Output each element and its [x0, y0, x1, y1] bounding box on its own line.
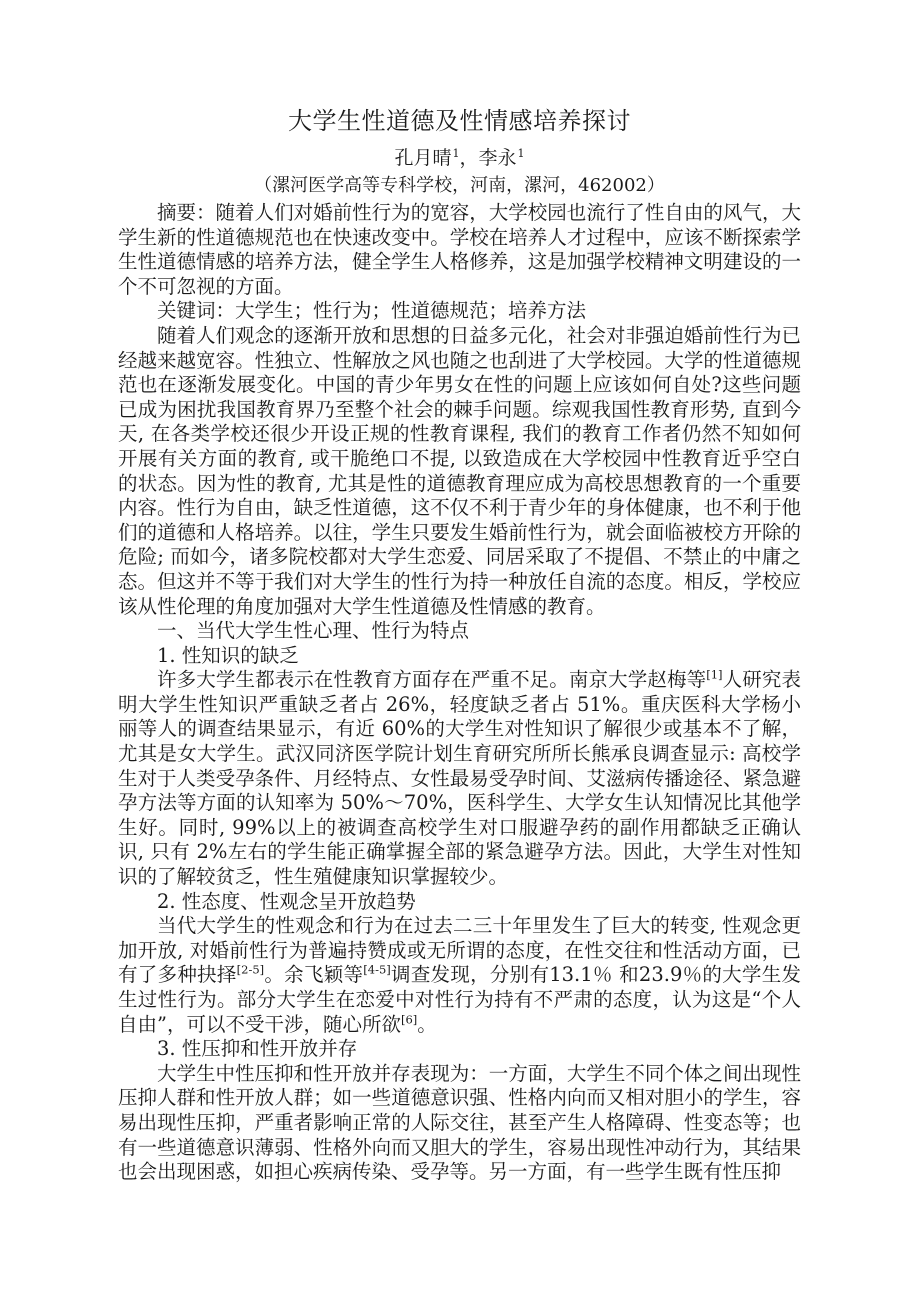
paragraph-text-part-a: 许多大学生都表示在性教育方面存在严重不足。南京大学赵梅等: [157, 668, 707, 692]
section-heading-1: 一、当代大学生性心理、性行为特点: [157, 619, 470, 643]
abstract-text: 随着人们对婚前性行为的宽容，大学校园也流行了性自由的风气，大学生新的性道德规范也在快速改变中。学校在培养人才过程中，应该不断探索学生性道德情感的培养方法，健全学生人格修养，这是加强学校精神文明建设的一个不可忽视的方面。: [118, 201, 801, 298]
paragraph-text-part-b: 。余飞颖等: [264, 963, 364, 987]
affiliation-line: （漯河医学高等专科学校，河南，漯河，462002）: [254, 175, 665, 196]
paragraph-text-part-a: 当代大学生的性观念和行为在过去二三十年里发生了巨大的转变, 性观念更加开放, 对婚前性行为普遍持赞成或无所谓的态度，在性交往和性活动方面，已有了多种抉择: [118, 914, 801, 987]
citation-ref-6: [6]: [400, 1012, 418, 1027]
subsection-heading-1-3: 3. 性压抑和性开放并存: [157, 1037, 358, 1061]
author-names: 孔月晴$^1$，李永$^1$: [394, 146, 525, 169]
page-title: 大学生性道德及性情感培养探讨: [288, 107, 631, 135]
paragraph-text-part-d: 。: [417, 1012, 437, 1036]
author-line: [118, 144, 801, 172]
abstract-label: 摘要：: [157, 201, 216, 224]
paragraph-text-part-c: 调查发现，分别有13.1％ 和23.9％的大学生发生过性行为。部分大学生在恋爱中对性行为持有不严肃的态度，认为这是“个人自由”，可以不受干涉，随心所欲: [118, 963, 801, 1036]
keywords-label: 关键词：: [157, 299, 236, 323]
paragraph-repression-openness: 大学生中性压抑和性开放并存表现为：一方面，大学生不同个体之间出现性压抑人群和性开放人群；如一些道德意识强、性格内向而又相对胆小的学生，容易出现性压抑，严重者影响正常的人际交往，甚至产生人格障碍、性变态等；也有一些道德意识薄弱、性格外向而又胆大的学生，容易出现性冲动行为，其结果也会出现困惑，如担心疾病传染、受孕等。另一方面，有一些学生既有性压抑: [118, 1061, 801, 1184]
abstract-paragraph: [118, 201, 801, 299]
paragraph-sex-knowledge: [118, 668, 801, 889]
citation-ref-4-5: [4-5]: [363, 962, 391, 977]
subsection-heading-1-1: 1. 性知识的缺乏: [157, 643, 299, 667]
keywords-paragraph: [118, 299, 801, 324]
keywords-text: 大学生；性行为；性道德规范；培养方法: [235, 299, 587, 323]
intro-paragraph: 随着人们观念的逐渐开放和思想的日益多元化，社会对非强迫婚前性行为已经越来越宽容。性独立、性解放之风也随之也刮进了大学校园。大学的性道德规范也在逐渐发展变化。中国的青少年男女在性的问题上应该如何自处?这些问题已成为困扰我国教育界乃至整个社会的棘手问题。综观我国性教育形势, 直到今天, 在各类学校还很少开设正规的性教育课程, 我们的教育工作者仍然不知如何开展有关方面的教育, 或干脆绝口不提, 以致造成在大学校园中性教育近乎空白的状态。因为性的教育, 尤其是性的道德教育理应成为高校思想教育的一个重要内容。性行为自由，缺乏性道德，这不仅不利于青少年的身体健康，也不利于他们的道德和人格培养。以往，学生只要发生婚前性行为，就会面临被校方开除的危险; 而如今，诸多院校都对大学生恋爱、同居采取了不提倡、不禁止的中庸之态。但这并不等于我们对大学生的性行为持一种放任自流的态度。相反，学校应该从性伦理的角度加强对大学生性道德及性情感的教育。: [118, 323, 801, 618]
citation-ref-2-5: [2-5]: [236, 962, 265, 977]
citation-ref-1: [1]: [706, 667, 723, 682]
document-content: [118, 104, 801, 1185]
paragraph-text-part-b: 人研究表明大学生性知识严重缺乏者占 26%，轻度缺乏者占 51%。重庆医科大学杨小丽等人的调查结果显示，有近 60%的大学生对性知识了解很少或基本不了解，尤其是女大学生。武汉同济医学院计划生育研究所所长熊承良调查显示: 高校学生对于人类受孕条件、月经特点、女性最易受孕时间、艾滋病传播途径、紧急避孕方法等方面的认知率为 50%～70%，医科学生、大学女生认知情况比其他学生好。同时, 99%以上的被调查高校学生对口服避孕药的副作用都缺乏正确认识, 只有 2%左右的学生能正确掌握全部的紧急避孕方法。因此，大学生对性知识的了解较贫乏，性生殖健康知识掌握较少。: [118, 668, 801, 889]
subsection-heading-1-2: 2. 性态度、性观念呈开放趋势: [157, 889, 416, 913]
paragraph-sex-attitude: [118, 914, 801, 1037]
